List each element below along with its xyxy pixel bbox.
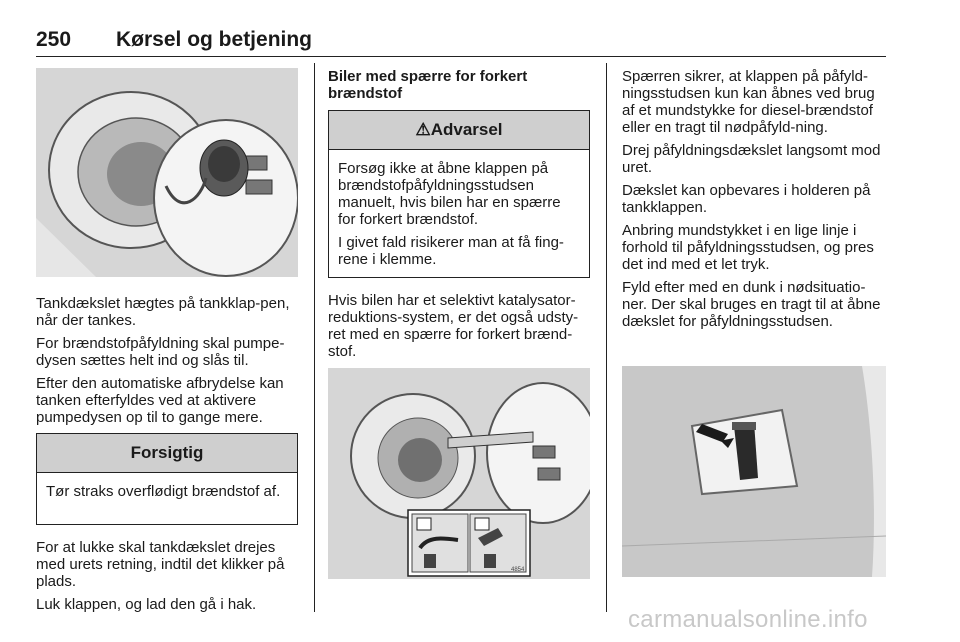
header-rule: [36, 56, 886, 57]
paragraph: Hvis bilen har et selektivt katalysator-reduktions-system, er det også udsty-ret med en spærre for forkert brænd-stof.: [328, 292, 579, 360]
column-3: [622, 68, 888, 336]
warning-title: Advarsel: [430, 120, 503, 139]
column-2: [328, 68, 590, 108]
column-divider-2: [606, 63, 607, 612]
warning-triangle-icon: ⚠: [415, 120, 431, 139]
paragraph: Anbring mundstykket i en lige linje i forhold til påfyldningsstudsen, og pres det ind med et let tryk.: [622, 222, 874, 273]
paragraph: Fyld efter med en dunk i nødsituatio-ner. Der skal bruges en tragt til at åbne dækslet for påfyldningsstudsen.: [622, 279, 881, 330]
column-divider-1: [314, 63, 315, 612]
figure-fuel-cap-on-flap: [36, 68, 298, 277]
paragraph: For brændstofpåfyldning skal pumpe-dysen sættes helt ind og slås til.: [36, 335, 285, 369]
column-1-continued: [36, 539, 298, 619]
paragraph: Drej påfyldningsdækslet langsomt mod uret.: [622, 142, 881, 176]
warning-paragraph: Forsøg ikke at åbne klappen på brændstofpåfyldningsstudsen manuelt, hvis bilen har en spærre for forkert brændstof.: [338, 160, 561, 228]
page-number: 250: [36, 28, 72, 51]
paragraph: Efter den automatiske afbrydelse kan tanken efterfyldes ved at aktivere pumpedysen op til to gange mere.: [36, 375, 284, 426]
warning-paragraph: I givet fald risikerer man at få fing-rene i klemme.: [338, 234, 564, 268]
figure-code: 4854: [511, 567, 525, 573]
caution-text: Tør straks overflødigt brændstof af.: [46, 483, 281, 500]
page-header: [36, 28, 886, 52]
caution-title: Forsigtig: [37, 434, 297, 473]
figure-misfuel-inhibitor: [328, 368, 590, 579]
column-1: [36, 295, 298, 432]
watermark: carmanualsonline.info: [628, 606, 868, 633]
warning-box: [328, 110, 590, 278]
caution-box: [36, 433, 298, 525]
paragraph: Spærren sikrer, at klappen på påfyld-ningsstudsen kun kan åbnes ved brug af et mundstykke for diesel-brændstof eller en tragt til nødpåfyld-ning.: [622, 68, 875, 136]
figure-funnel-storage: [622, 366, 886, 577]
paragraph: For at lukke skal tankdækslet drejes med urets retning, indtil det klikker på plads.: [36, 539, 285, 590]
paragraph: Dækslet kan opbevares i holderen på tankklappen.: [622, 182, 871, 216]
paragraph: Luk klappen, og lad den gå i hak.: [36, 596, 257, 613]
column-2-paragraph: [328, 292, 590, 366]
subheading: Biler med spærre for forkert brændstof: [328, 68, 528, 102]
warning-header: [329, 111, 589, 150]
page-title: Kørsel og betjening: [116, 28, 313, 51]
paragraph: Tankdækslet hægtes på tankklap-pen, når der tankes.: [36, 295, 290, 329]
